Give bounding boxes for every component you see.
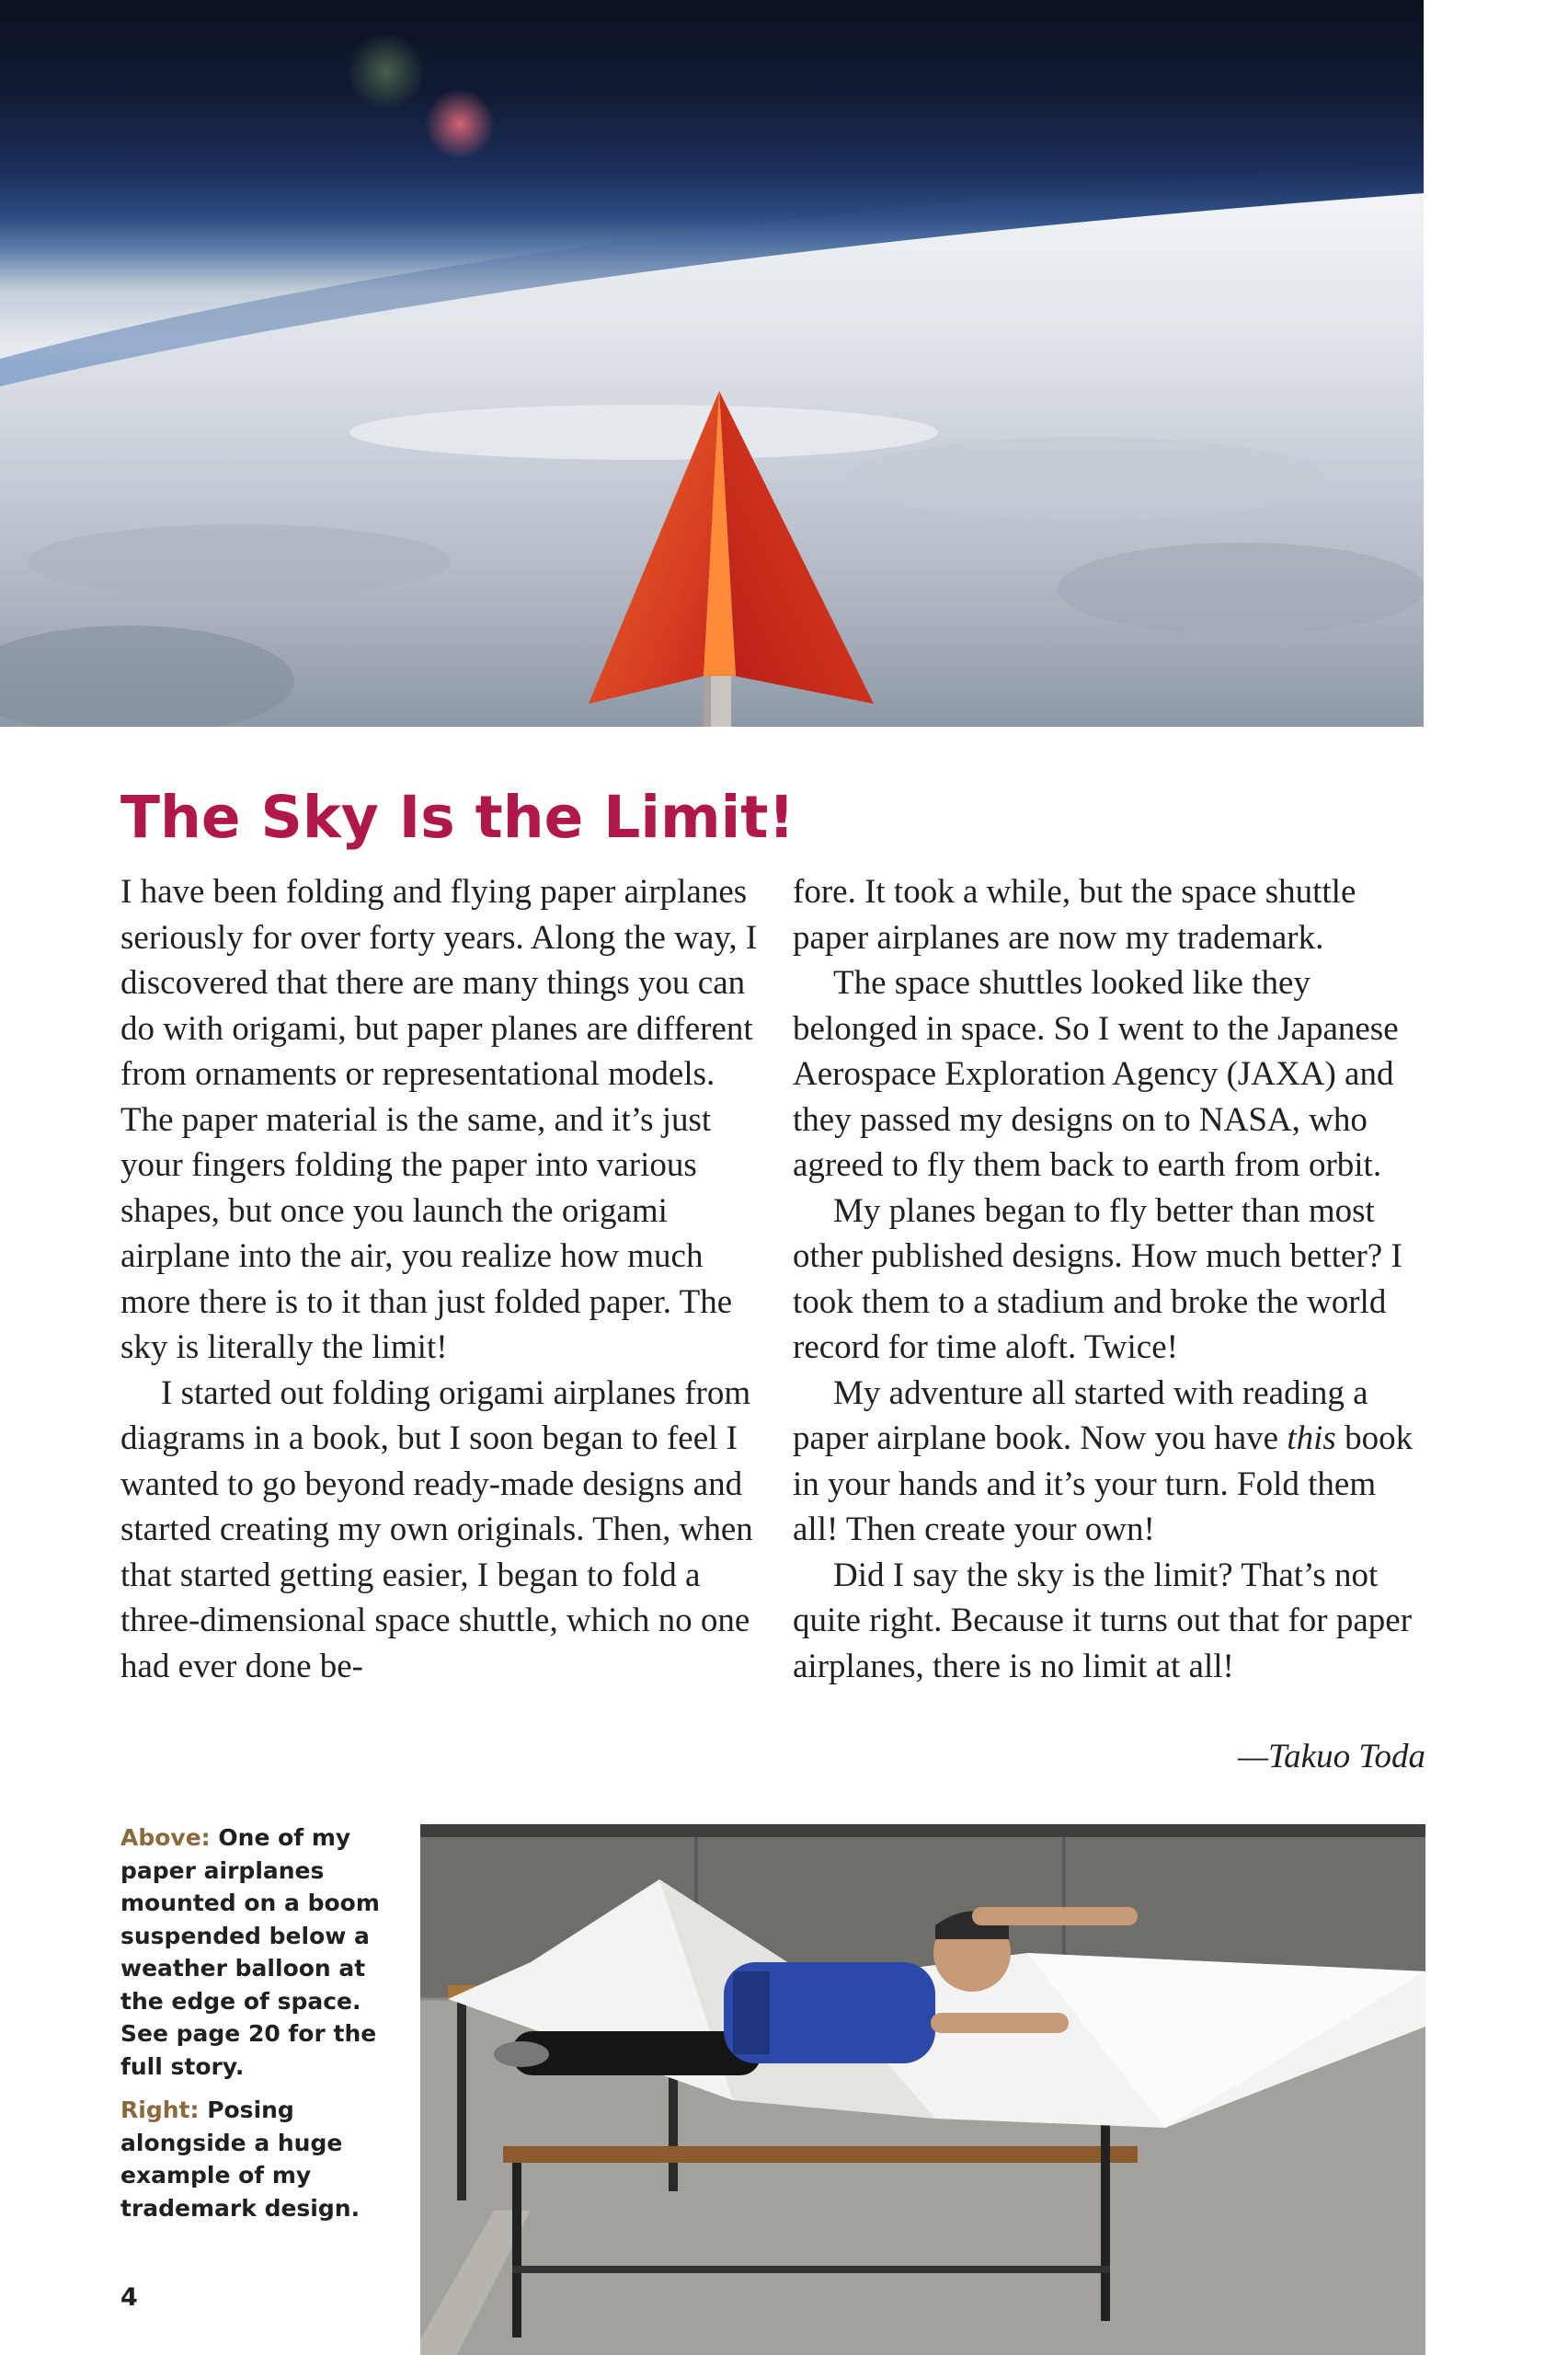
caption-right xyxy=(120,2094,387,2224)
giant-airplane-illustration xyxy=(420,1824,1425,2355)
paragraph-5-start: My adventure all started with reading a paper airplane book. Now you have xyxy=(793,1373,1368,1457)
caption-right-label: Right: xyxy=(120,2097,200,2123)
space-airplane-illustration xyxy=(0,0,1424,727)
giant-airplane-photo xyxy=(420,1824,1425,2355)
caption-above xyxy=(120,1821,387,2083)
paragraph-3: The space shuttles looked like they belonged in space. So I went to the Japanese Aerospace Exploration Agency (JAXA) and they passed my designs on to NASA, who agreed to fly them back to earth from orbit. xyxy=(793,964,1399,1184)
paragraph-2: I started out folding origami airplanes from diagrams in a book, but I soon began to feel I wanted to go beyond ready-made designs and started creating my own originals. Then, when that started getting easier, I began to fold a three-dimensional space shuttle, which no one had ever done be- xyxy=(120,1373,753,1685)
article-right-column xyxy=(793,869,1427,1689)
paragraph-1: I have been folding and flying paper airplanes seriously for over forty years. Along the way, I discovered that there are many things you can do with origami, but paper planes are different from ornaments or representational models. The paper material is the same, and it’s just your fingers folding the paper into various shapes, but once you launch the origami airplane into the air, you realize how much more there is to it than just folded paper. The sky is literally the limit! xyxy=(120,873,758,1366)
paragraph-4: My planes began to fly better than most other published designs. How much better? I took them to a stadium and broke the world record for time aloft. Twice! xyxy=(793,1191,1402,1366)
article-left-column xyxy=(120,869,769,1689)
person-legs xyxy=(512,2031,761,2075)
paragraph-5-emphasis: this xyxy=(1287,1419,1336,1457)
paragraph-5 xyxy=(793,1371,1427,1553)
space-airplane-photo xyxy=(0,0,1424,727)
caption-right-text: Posing alongside a huge example of my trademark design. xyxy=(120,2097,361,2222)
paragraph-5-end: book in your hands and it’s your turn. Fold them all! Then create your own! xyxy=(793,1419,1413,1548)
article-title: The Sky Is the Limit! xyxy=(120,784,795,851)
author-signature: —Takuo Toda xyxy=(1238,1738,1425,1775)
page-number: 4 xyxy=(120,2283,138,2312)
paragraph-6: Did I say the sky is the limit? That’s not quite right. Because it turns out that for paper airplanes, there is no limit at all! xyxy=(793,1556,1413,1685)
caption-above-text: One of my paper airplanes mounted on a boom suspended below a weather balloon at the edge of space. See page 20 for the full story. xyxy=(120,1824,380,2080)
photo-captions xyxy=(120,1821,387,2235)
caption-above-label: Above: xyxy=(120,1824,211,1851)
paragraph-2-continuation: fore. It took a while, but the space shuttle paper airplanes are now my trademark. xyxy=(793,873,1356,957)
